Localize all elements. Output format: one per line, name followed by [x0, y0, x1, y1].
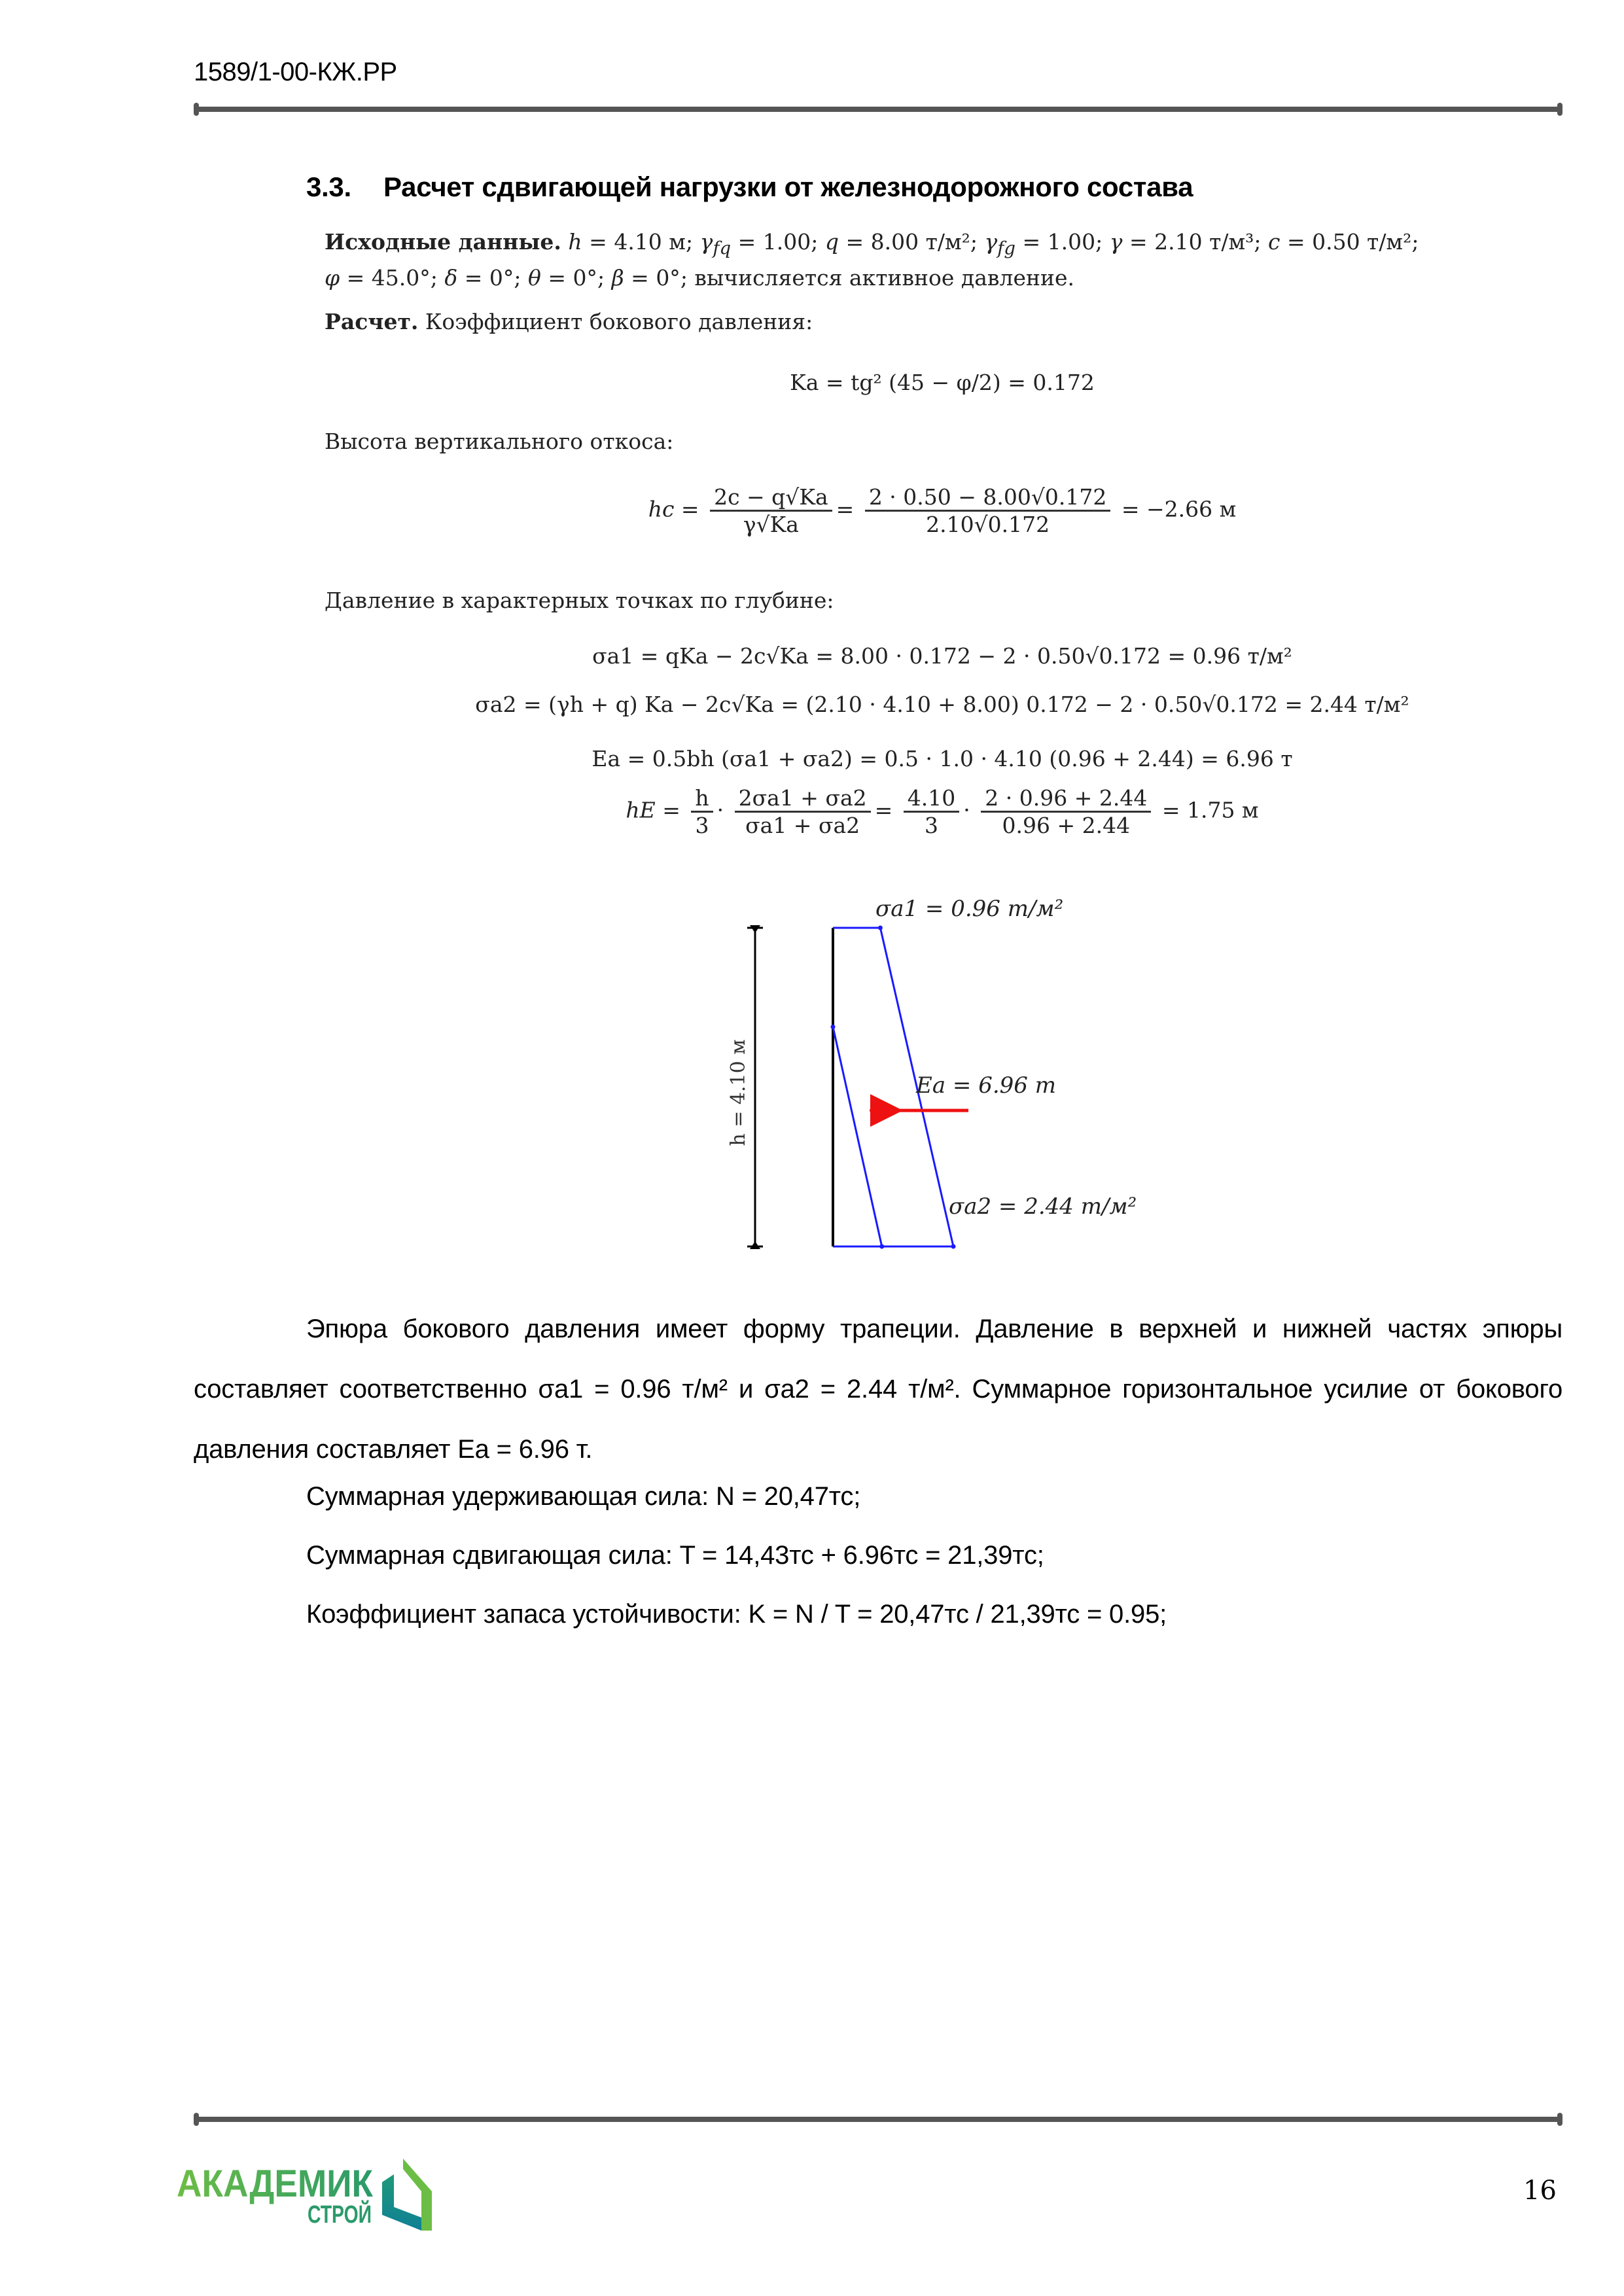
input-data-line-1	[325, 229, 1419, 259]
shear-force-line: Суммарная сдвигающая сила: T = 14,43тс + 6.96тс = 21,39тс;	[306, 1541, 1044, 1570]
he-result: = 1.75 м	[1161, 797, 1259, 823]
epure-node-1	[878, 926, 883, 930]
he-formula: hE = $\frac{h}{3}$ · $\frac{2\sigma a1 + \sigma a2}{\sigma a1 + \sigma a2}$ = $\frac{4.10}{3}$ · $\frac{2 \cdot 0.96 + 2.44}{0.96 + 2.44}$ = 1.75 м	[626, 785, 1259, 838]
document-code: 1589/1-00-КЖ.РР	[194, 58, 397, 86]
hc-result: = −2.66 м	[1121, 496, 1237, 522]
section-heading	[306, 171, 1193, 203]
stability-coefficient-line: Коэффициент запаса устойчивости: K = N / T = 20,47тс / 21,39тс = 0.95;	[306, 1600, 1167, 1629]
ea-application-point	[870, 1108, 875, 1113]
pressure-points-label: Давление в характерных точках по глубине:	[325, 588, 834, 613]
calculation-intro	[325, 309, 813, 334]
sigma-a2-label: σa2 = 2.44 т/м²	[949, 1193, 1137, 1220]
section-title: Расчет сдвигающей нагрузки от железнодорожного состава	[383, 171, 1193, 202]
header-divider	[195, 107, 1561, 112]
epure-description-paragraph: Эпюра бокового давления имеет форму трапеции. Давление в верхней и нижней частях эпюры составляет соответственно σа1 = 0.96 т/м² и σа2 = 2.44 т/м². Суммарное горизонтальное усилие от бокового давления составляет Еа = 6.96 т.	[194, 1315, 1562, 1464]
logo-text-primary: АКАДЕМИК	[177, 2163, 374, 2205]
epure-node-3	[879, 1245, 884, 1249]
ea-label: Ea = 6.96 т	[916, 1072, 1056, 1099]
company-logo	[171, 2149, 440, 2234]
force-group	[870, 1108, 968, 1113]
input-values-1: h = 4.10 м; $\gamma_{fq} = 1.00$; q = 8.00 т/м²; $\gamma_{fg} = 1.00$; γ = 2.10 т/м³; c = 0.50 т/м²;	[568, 229, 1419, 259]
hc-formula: hc = $\frac{2c - q√Ka}{\gamma√Ka}$ = $\frac{2 \cdot 0.50 - 8.00√0.172}{2.10√0.172}$ = −2.66 м	[648, 484, 1237, 537]
epure-inner-diagonal	[833, 1027, 882, 1246]
section-number: 3.3.	[306, 171, 351, 202]
ka-intro: Коэффициент бокового давления:	[425, 309, 813, 334]
dimension-arrow-bottom	[750, 1241, 760, 1249]
epure-node-4	[951, 1245, 956, 1249]
input-data-label: Исходные данные.	[325, 229, 561, 255]
dimension-arrow-top	[750, 925, 760, 933]
sigma-a1-formula: σa1 = qKa − 2c√Ka = 8.00 · 0.172 − 2 · 0.50√0.172 = 0.96 т/м²	[592, 643, 1292, 669]
input-note: вычисляется активное давление.	[694, 265, 1074, 291]
slope-height-label: Высота вертикального откоса:	[325, 429, 674, 454]
hc-fraction-numeric: $\frac{2 \cdot 0.50 - 8.00√0.172}{2.10√0.172}$	[865, 484, 1111, 537]
hc-fraction-symbolic: $\frac{2c - q√Ka}{\gamma√Ka}$	[710, 484, 832, 537]
sigma-a2-formula: σa2 = (γh + q) Ka − 2c√Ka = (2.10 · 4.10 + 8.00) 0.172 − 2 · 0.50√0.172 = 2.44 т/м²	[475, 692, 1409, 717]
epure-node-2	[831, 1025, 836, 1029]
sigma-a1-label: σa1 = 0.96 т/м²	[875, 896, 1064, 922]
page-number: 16	[1523, 2176, 1557, 2206]
ea-formula: Ea = 0.5bh (σa1 + σa2) = 0.5 · 1.0 · 4.10 (0.96 + 2.44) = 6.96 т	[591, 746, 1293, 771]
pressure-epure-diagram	[707, 877, 1204, 1256]
input-data-line-2: φ = 45.0°; δ = 0°; θ = 0°; β = 0°; вычисляется активное давление.	[325, 265, 1074, 291]
logo-text-secondary: СТРОЙ	[308, 2201, 394, 2229]
calculation-label: Расчет.	[325, 309, 419, 334]
footer-divider	[195, 2117, 1561, 2122]
ka-formula: Ka = tg² (45 − φ/2) = 0.172	[790, 370, 1095, 395]
height-label: h = 4.10 м	[727, 1039, 750, 1146]
retaining-force-line: Суммарная удерживающая сила: N = 20,47тс;	[306, 1482, 861, 1511]
